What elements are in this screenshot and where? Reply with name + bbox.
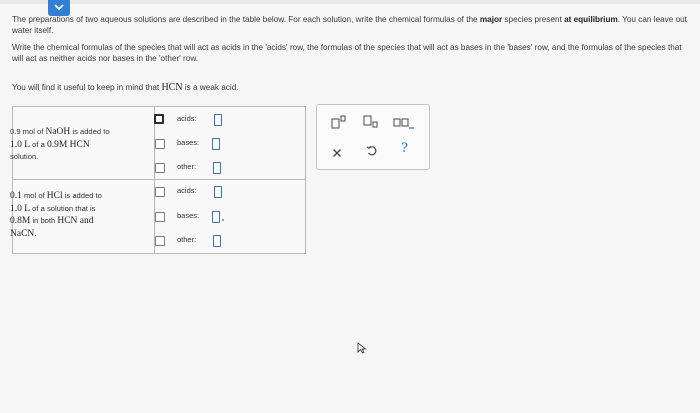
- mouse-pointer-icon: [357, 341, 367, 359]
- solution-2-bases-checkbox[interactable]: [155, 212, 165, 222]
- close-icon: [332, 148, 342, 158]
- superscript-button[interactable]: [331, 115, 347, 134]
- superscript-subscript-icon: [393, 115, 415, 129]
- subscript-button[interactable]: [363, 115, 379, 134]
- solution-2-bases-input[interactable]: [212, 211, 220, 223]
- solution-1-acids-checkbox[interactable]: [154, 114, 164, 124]
- hint-formula: HCN: [161, 82, 183, 93]
- formula-toolbar: [316, 104, 430, 170]
- solution-1-other-checkbox[interactable]: [155, 163, 165, 173]
- solution-2-line-3: 0.8M in both HCN and: [10, 216, 94, 226]
- solution-1-line-2: 1.0 L of a 0.9M HCN: [10, 139, 90, 150]
- solution-1-acids-input[interactable]: [214, 114, 222, 126]
- acids-label: acids:: [177, 186, 197, 195]
- clear-button[interactable]: [332, 145, 342, 163]
- other-label: other:: [177, 162, 197, 171]
- other-label: other:: [177, 235, 197, 244]
- rows-instructions: Write the chemical formulas of the species that will act as acids in the 'acids' row, the formulas of the species that will act as bases in the 'bases' row, and the formulas of the species that will act as neither acids nor bases in the 'other' row.: [12, 43, 682, 63]
- superscript-icon: [331, 115, 347, 129]
- cursor-dot: [222, 219, 224, 221]
- column-divider: [154, 107, 155, 253]
- intro-text-2: species present: [502, 15, 565, 24]
- superscript-subscript-button[interactable]: [393, 115, 415, 134]
- solution-1-bases-checkbox[interactable]: [155, 139, 165, 149]
- intro-emphasis-equilibrium: at equilibrium: [564, 15, 618, 24]
- solution-2-other-checkbox[interactable]: [155, 236, 165, 246]
- solution-1-line-1: 0.9 mol of NaOH is added to: [10, 127, 110, 137]
- acids-label: acids:: [177, 114, 197, 123]
- solution-2-acids-checkbox[interactable]: [155, 187, 165, 197]
- intro-emphasis-major: major: [479, 15, 503, 24]
- solution-2-acids-input[interactable]: [214, 186, 222, 198]
- intro-text-3: . You can leave out water itself.: [12, 15, 687, 35]
- solution-2-line-4: NaCN.: [10, 228, 37, 239]
- solution-2-other-input[interactable]: [213, 235, 221, 247]
- row-divider: [13, 179, 305, 180]
- bases-label: bases:: [177, 211, 200, 220]
- solution-1-line-3: solution.: [10, 152, 39, 161]
- solution-1-bases-input[interactable]: [212, 138, 220, 150]
- undo-icon: [366, 145, 378, 157]
- solution-1-description: [10, 126, 140, 163]
- solution-1-other-input[interactable]: [213, 162, 221, 174]
- solution-2-line-1: 0.1 mol of HCl is added to: [10, 191, 102, 201]
- hint-paragraph: [12, 82, 690, 93]
- hint-text-1: You will find it useful to keep in mind that: [12, 83, 162, 92]
- intro-text-1: The preparations of two aqueous solutions are described in the table below. For each solution, write the chemical formulas of the: [12, 15, 480, 24]
- top-bar: [0, 0, 700, 4]
- intro-paragraph: [12, 14, 690, 36]
- chevron-down-icon: [54, 4, 64, 11]
- undo-button[interactable]: [366, 144, 378, 162]
- solution-2-line-2: 1.0 L of a solution that is: [10, 203, 96, 214]
- hint-text-2: is a weak acid.: [182, 83, 239, 92]
- solution-2-description: [10, 190, 140, 240]
- subscript-icon: [363, 115, 379, 129]
- bases-label: bases:: [177, 138, 200, 147]
- help-button[interactable]: ?: [401, 141, 408, 156]
